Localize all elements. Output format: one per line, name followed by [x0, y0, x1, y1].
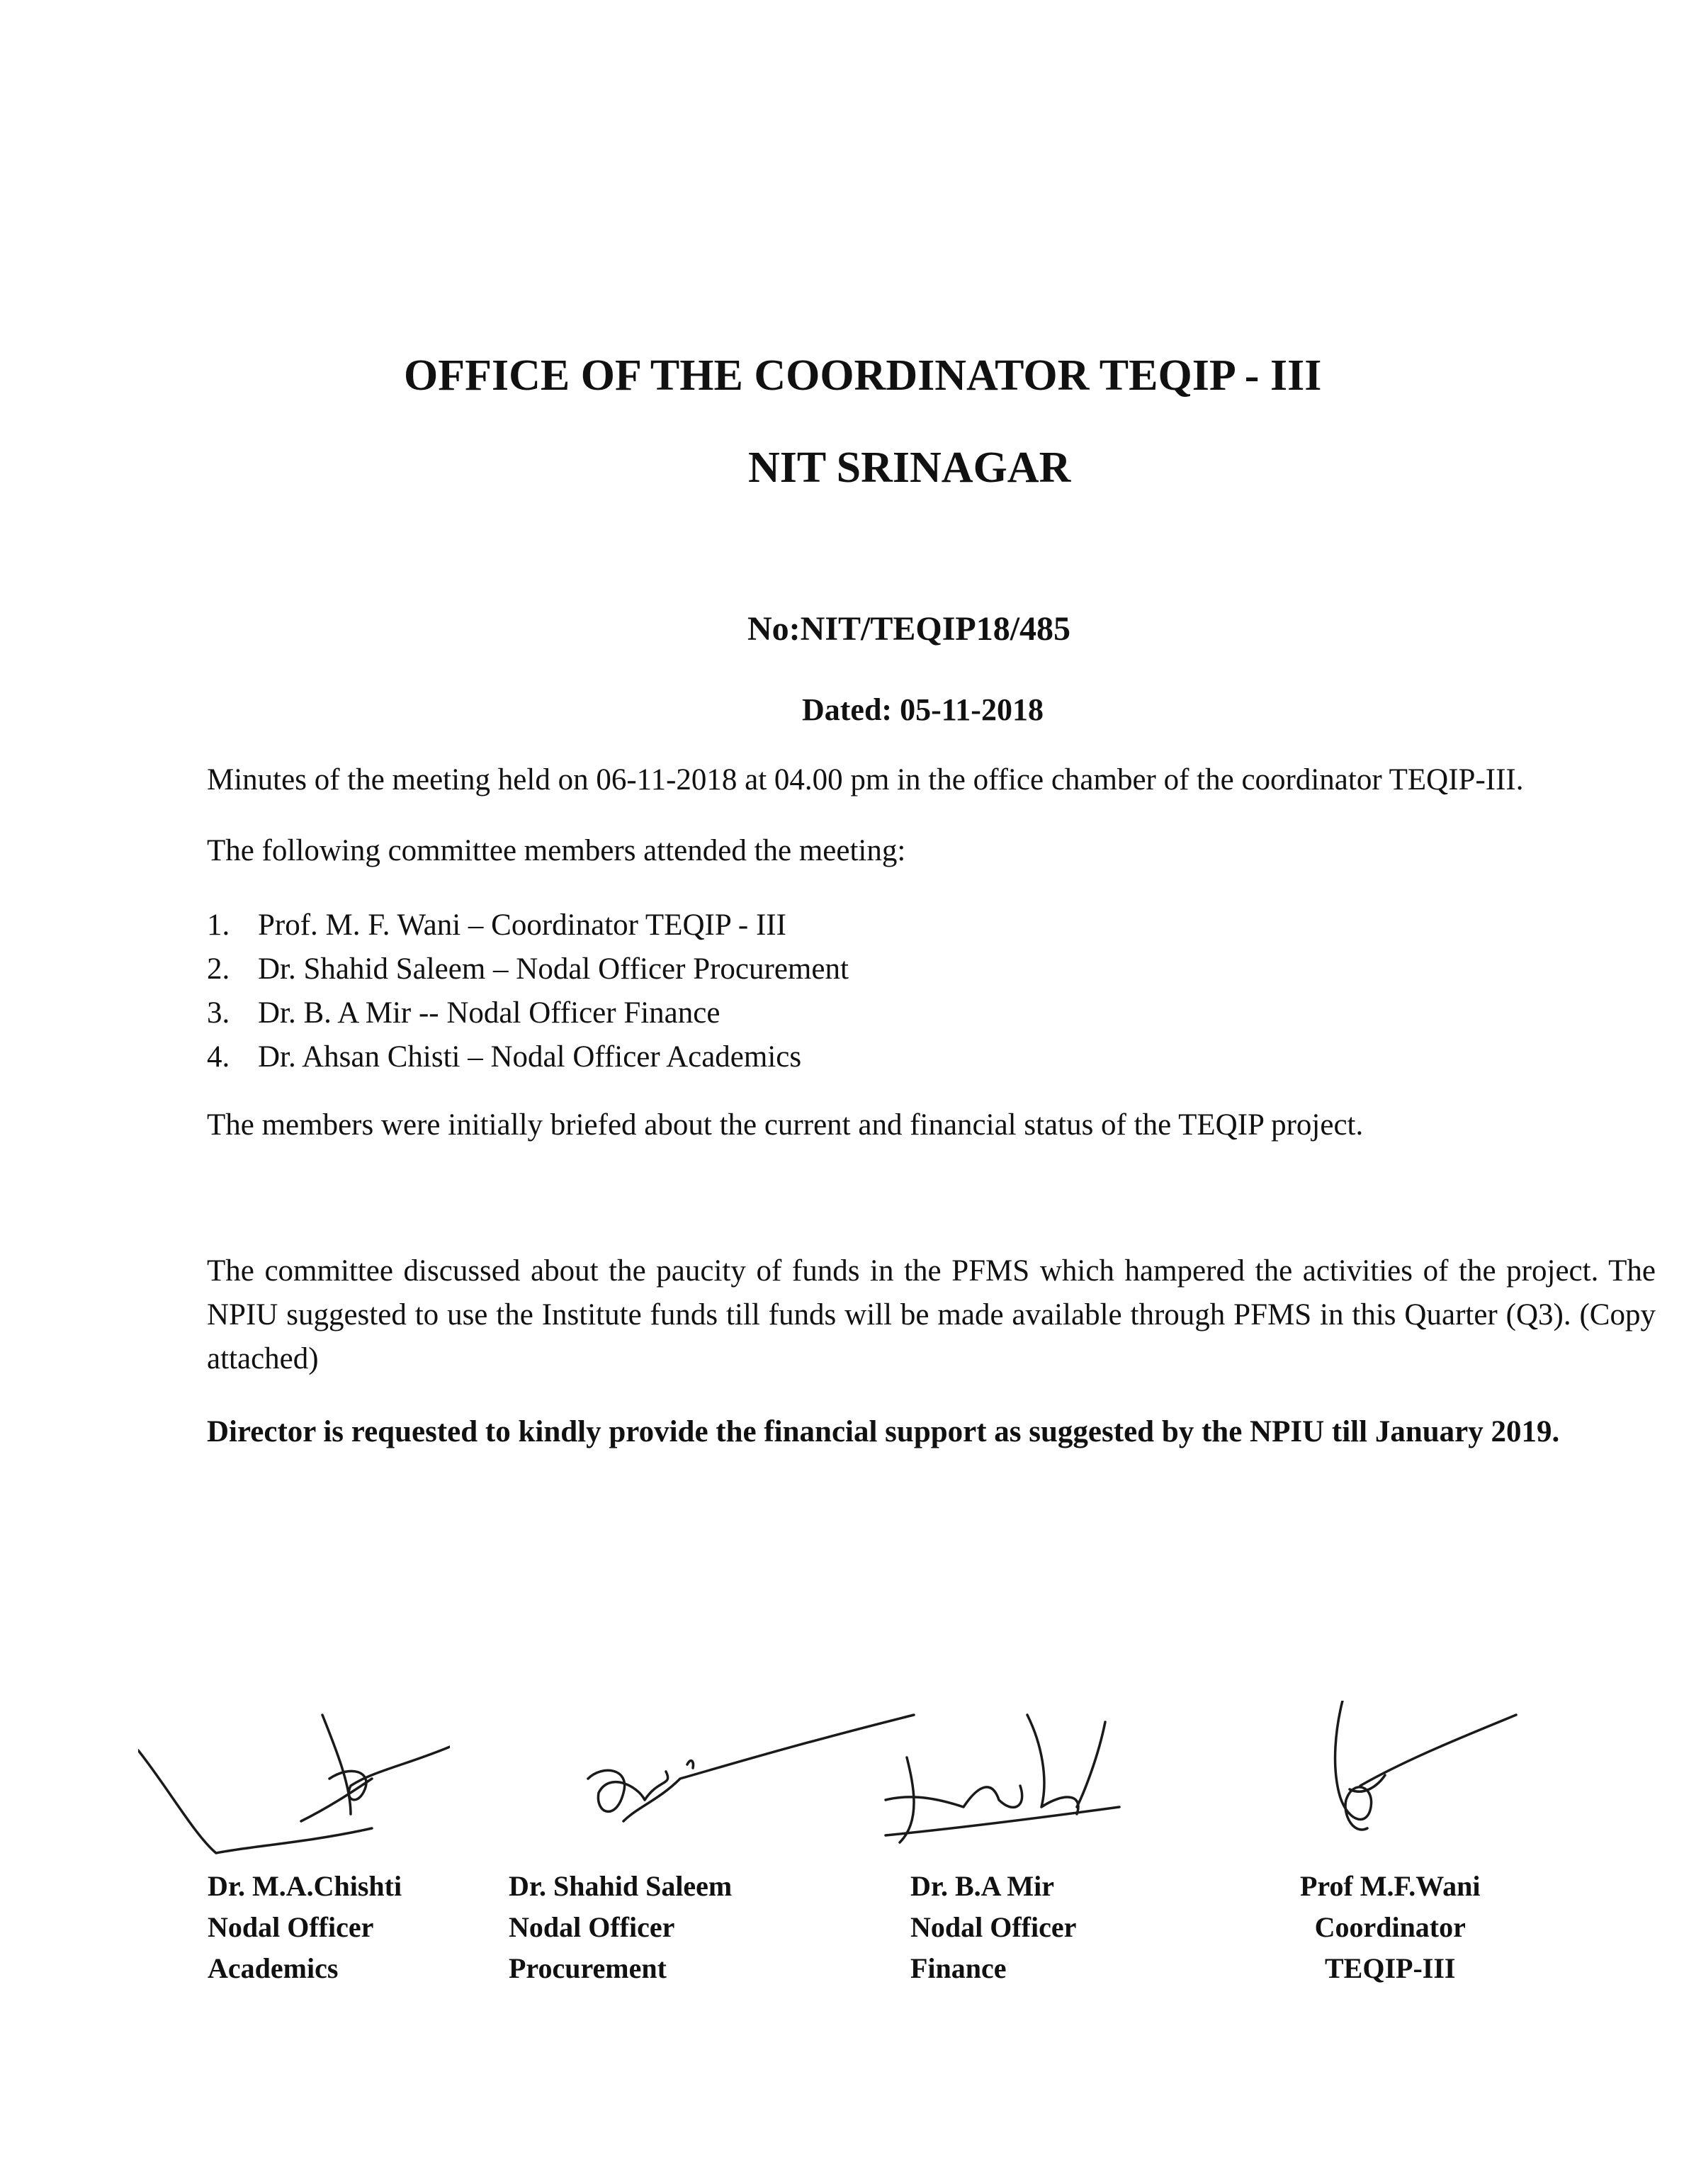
- attendee-number: 4.: [207, 1040, 230, 1074]
- discussion-paragraph: The committee discussed about the paucity of funds in the PFMS which hampered the activities of the project. The NPIU suggested to use the Institute funds till funds will be made available through PFMS in this Quarter (Q3). (Copy attached): [207, 1254, 1656, 1375]
- signatory-dept: Finance: [910, 1952, 1007, 1984]
- signatory-dept: TEQIP-III: [1324, 1952, 1456, 1984]
- attendee-item: [207, 947, 849, 991]
- reference-number: No:NIT/TEQIP18/485: [747, 610, 1071, 648]
- signature-block-chishti: [138, 1701, 450, 1998]
- briefing-paragraph: The members were initially briefed about the current and financial status of the TEQIP project.: [207, 1108, 1364, 1142]
- handwritten-signature: [1289, 1701, 1601, 1871]
- signatory-dept: Procurement: [509, 1952, 667, 1984]
- signatory-name: Prof M.F.Wani: [1300, 1870, 1481, 1902]
- handwritten-signature: [496, 1701, 935, 1871]
- signatory-role: Nodal Officer: [208, 1911, 374, 1943]
- signatory-details: [208, 1866, 402, 1989]
- office-heading: OFFICE OF THE COORDINATOR TEQIP - III: [404, 351, 1322, 400]
- attendee-list: [207, 904, 849, 1079]
- attendee-item: [207, 1035, 849, 1079]
- attendee-item: [207, 991, 849, 1035]
- attendee-text: Dr. Shahid Saleem – Nodal Officer Procurement: [258, 952, 849, 986]
- signatory-details: [1300, 1866, 1480, 1989]
- minutes-paragraph: Minutes of the meeting held on 06-11-2018 at 04.00 pm in the office chamber of the coordinator TEQIP-III.: [207, 763, 1524, 797]
- signatory-dept: Academics: [208, 1952, 339, 1984]
- request-paragraph: Director is requested to kindly provide the financial support as suggested by the NPIU till January 2019.: [207, 1415, 1560, 1448]
- handwritten-signature: [138, 1701, 450, 1871]
- attendee-number: 1.: [207, 908, 230, 942]
- signatory-role: Nodal Officer: [509, 1911, 675, 1943]
- attendee-number: 2.: [207, 952, 230, 986]
- attendee-number: 3.: [207, 996, 230, 1030]
- signatory-name: Dr. M.A.Chishti: [208, 1870, 402, 1902]
- signatory-role: Nodal Officer: [910, 1911, 1077, 1943]
- attendee-text: Dr. B. A Mir -- Nodal Officer Finance: [258, 996, 720, 1030]
- signature-block-mir: [871, 1701, 1183, 1998]
- attendee-text: Dr. Ahsan Chisti – Nodal Officer Academics: [258, 1040, 802, 1074]
- signature-block-wani: [1289, 1701, 1601, 1998]
- signatory-details: [509, 1866, 732, 1989]
- attendee-item: [207, 904, 849, 947]
- handwritten-signature: [871, 1701, 1169, 1871]
- institute-heading: NIT SRINAGAR: [748, 444, 1071, 492]
- attendees-intro: The following committee members attended the meeting:: [207, 834, 906, 867]
- attendee-text: Prof. M. F. Wani – Coordinator TEQIP - III: [258, 908, 786, 942]
- signatory-role: Coordinator: [1314, 1911, 1466, 1943]
- signatory-name: Dr. Shahid Saleem: [509, 1870, 733, 1902]
- signatory-details: [910, 1866, 1076, 1989]
- signatory-name: Dr. B.A Mir: [910, 1870, 1054, 1902]
- reference-date: Dated: 05-11-2018: [802, 692, 1044, 727]
- signature-block-saleem: [496, 1701, 808, 1998]
